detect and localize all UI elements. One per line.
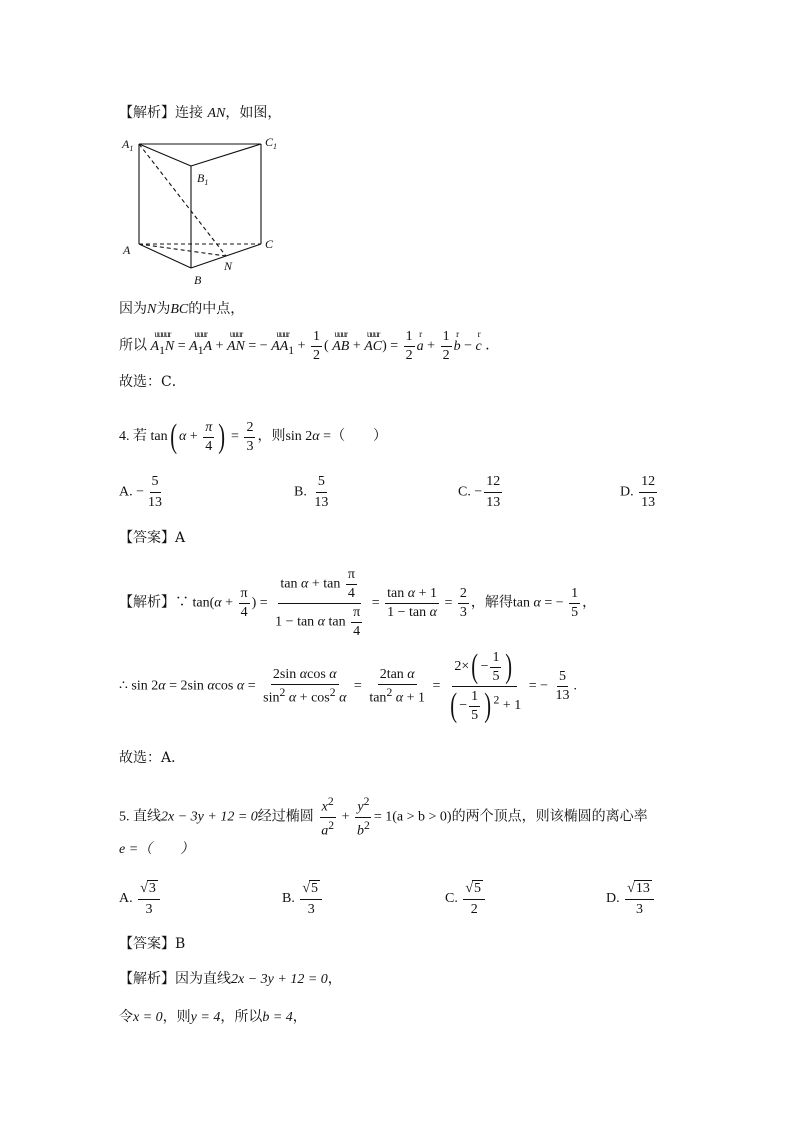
svg-text:C1: $C_1$ [265, 135, 278, 151]
choose-line-3: 故选：C． [119, 374, 186, 390]
analysis-tag: 【解析】 [119, 105, 175, 121]
svg-text:C: C [265, 237, 274, 251]
q5-answer: 【答案】B [119, 936, 186, 952]
q5-option-d[interactable]: D. $\frac{√13}{3}$ [606, 880, 656, 918]
svg-text:B1: $B_1$ [197, 171, 209, 187]
choose-line-4: 故选：A． [119, 750, 186, 766]
q4-option-c[interactable]: C. − $\frac{12}{13}$ [458, 474, 501, 510]
q4-analysis-2: ∴ sin 2α = 2sin αcos α = $\frac{\text{2sin αcos α}}{\sin^2 \alpha + \cos^2 \alpha}$ = $\frac{\text{2tan α}}{\tan^2 \alpha + 1}$ = 2×( − $\frac{1}{5}$ ) ( − $\frac{1}{5}$ ) $^2$ + 1 = − $\frac{5}{13}$ . [119, 648, 578, 724]
q4-option-b[interactable]: B. $\frac{5}{13}$ [294, 474, 329, 510]
analysis-line: 【解析】连接 AN，如图， [119, 105, 282, 121]
q4-answer: 【答案】A [119, 530, 186, 546]
because-line: 因为N为BC的中点， [119, 301, 245, 317]
q4-option-a[interactable]: A. − $\frac{5}{13}$ [119, 474, 163, 510]
q5-analysis-1: 【解析】因为直线2x − 3y + 12 = 0， [119, 972, 342, 987]
q4-option-d[interactable]: D. $\frac{12}{13}$ [620, 474, 656, 510]
q5-analysis-2: 令x = 0，则y = 4，所以b = 4， [119, 1010, 307, 1025]
svg-text:N: N [224, 259, 233, 273]
vector-equation: 所以 uuuur $A_1N$ = uuur $A_1A$ + uuur AN = − uuur $AA_1$ + $\frac{1}{2}$ ( uuur AB + uuur AC) = $\frac{1}{2}$ r a + $\frac{1}{2}$ r b − r c ． [119, 328, 500, 363]
svg-text:A1: $A_1$ [122, 137, 134, 153]
q5-e-line: e =（ ） [119, 842, 195, 857]
prism-figure [119, 134, 289, 289]
q5-option-b[interactable]: B. $\frac{√5}{3}$ [282, 880, 324, 918]
question-5-stem: 5. 直线2x − 3y + 12 = 0经过椭圆 $\frac{x^2}{a^2}$ + $\frac{y^2}{b^2}$ = 1(a > b > 0)的两个顶点，则该椭圆的离心率 [119, 795, 648, 839]
q5-option-c[interactable]: C. $\frac{√5}{2}$ [445, 880, 487, 918]
svg-text:B: B [194, 273, 202, 287]
svg-text:A: A [123, 243, 131, 257]
q5-option-a[interactable]: A. $\frac{√3}{3}$ [119, 880, 162, 918]
question-4-stem: 4. 若 tan( α + $\frac{\pi}{4}$ ) = $\frac{2}{3}$ ，则sin 2α =（ ） [119, 418, 388, 455]
q4-analysis-1: 【解析】∵ tan(α + $\frac{\pi}{4}$ ) = tan α + tan $\frac{\pi}{4}$ 1 − tan α tan $\frac{\pi}{4}$ = $\frac{\text{tan α + 1}}{\text{1 − tan α}}$ = $\frac{2}{3}$ ，解得tan α = − $\frac{1}{5}$ ， [119, 567, 597, 639]
